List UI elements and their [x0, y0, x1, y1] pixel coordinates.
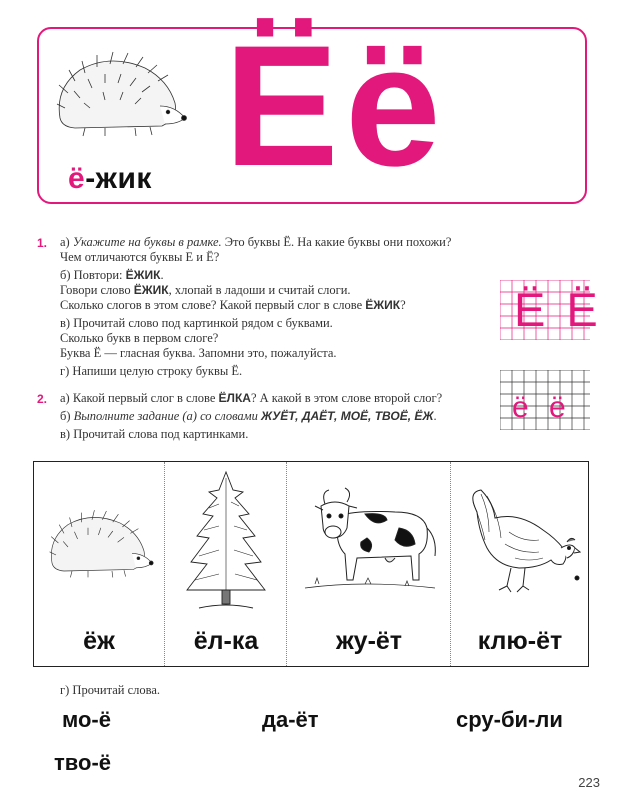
ex1-line-d1: г) Напиши целую строку буквы Ё. [60, 364, 243, 378]
big-letters: Ёё [224, 10, 447, 202]
ex1-line-a2: Чем отличаются буквы Е и Ё? [60, 250, 220, 264]
read-word: тво-ё [54, 750, 112, 775]
read-word: мо-ё [62, 707, 111, 732]
caption-letter: ё [68, 162, 86, 195]
exercise-2-number: 2. [37, 392, 48, 406]
ex1-line-c2: Сколько букв в первом слоге? [60, 331, 219, 345]
hen-icon [459, 482, 581, 602]
ex1-line-b2: Говори слово ЁЖИК, хлопай в ладоши и считай слоги. [60, 283, 351, 297]
fir-tree-icon [179, 468, 273, 618]
hedgehog-icon [44, 502, 156, 592]
task-g: г) Прочитай слова. [60, 683, 161, 697]
picture-cell-fir-tree [164, 462, 287, 666]
grid-upper-letters: Ё Ё [514, 283, 602, 336]
exercise-1-number: 1. [37, 236, 48, 250]
ex1-line-a1: а) Укажите на буквы в рамке. Это буквы Ё. На какие буквы они похожи? [60, 235, 452, 249]
picture-word: клю-ёт [477, 627, 563, 655]
picture-strip [33, 461, 589, 667]
cow-icon [295, 484, 443, 596]
ex2-line-c: в) Прочитай слова под картинками. [60, 427, 249, 441]
exercise-2 [60, 391, 500, 442]
picture-cell-hen [450, 462, 589, 666]
ex1-line-c1: в) Прочитай слово под картинкой рядом с буквами. [60, 316, 333, 330]
grid-lower-letters: ё ё [512, 391, 572, 424]
ex1-line-b3: Сколько слогов в этом слове? Какой первый слог в слове ЁЖИК? [60, 298, 406, 312]
ex2-line-a: а) Какой первый слог в слове ЁЛКА? А какой в этом слове второй слог? [60, 391, 443, 405]
caption-rest: -жик [85, 162, 152, 195]
read-word: да-ёт [262, 707, 319, 732]
picture-word: ёж [83, 627, 115, 655]
picture-word: жу-ёт [335, 627, 403, 655]
page-number: 223 [578, 775, 600, 790]
ex1-line-b1: б) Повтори: ЁЖИК. [60, 268, 164, 282]
picture-cell-hedgehog [34, 462, 164, 666]
ex2-line-b: б) Выполните задание (а) со словами ЖУЁТ, ДАЁТ, МОЁ, ТВОЁ, ЁЖ. [60, 409, 437, 423]
header-caption [68, 162, 152, 196]
picture-cell-cow [286, 462, 451, 666]
ex1-line-c3: Буква Ё — гласная буква. Запомни это, пожалуйста. [60, 346, 337, 360]
picture-word: ёл-ка [193, 627, 259, 655]
hedgehog-icon [50, 48, 190, 148]
read-word: сру-би-ли [456, 707, 563, 732]
exercise-1 [60, 235, 500, 379]
